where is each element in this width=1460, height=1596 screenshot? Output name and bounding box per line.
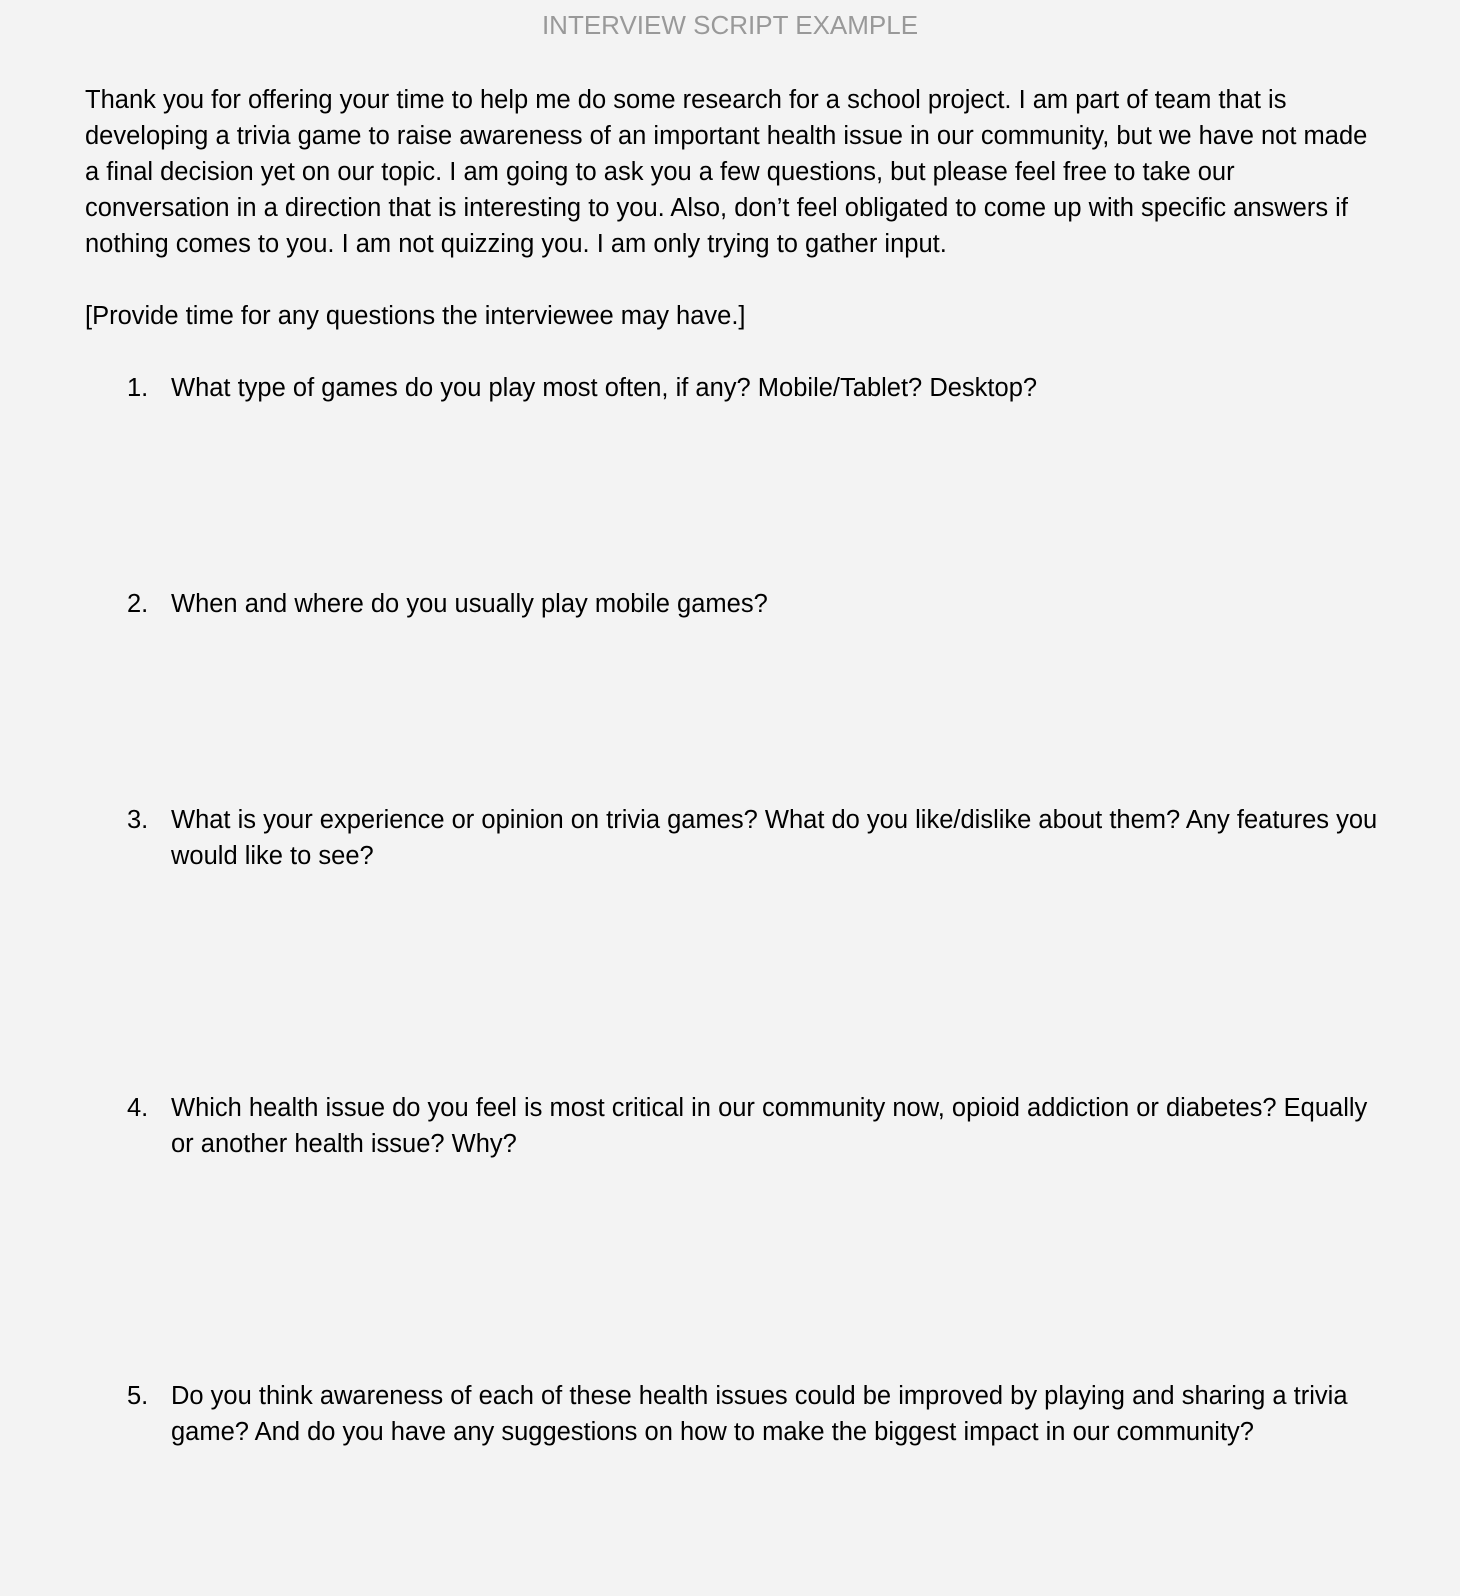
question-text: What type of games do you play most often, if any? Mobile/Tablet? Desktop? bbox=[171, 374, 1038, 402]
question-number: 3. bbox=[127, 806, 149, 834]
question-text: What is your experience or opinion on trivia games? What do you like/dislike about them? Any features you would like to see? bbox=[171, 806, 1378, 870]
question-number: 1. bbox=[127, 374, 149, 402]
question-number: 2. bbox=[127, 590, 149, 618]
question-text: Do you think awareness of each of these health issues could be improved by playing and sharing a trivia game? And do you have any suggestions on how to make the biggest impact in our community? bbox=[171, 1382, 1348, 1446]
intro-paragraph: Thank you for offering your time to help me do some research for a school project. I am part of team that is developing a trivia game to raise awareness of an important health issue in our community, but we have not made a final decision yet on our topic. I am going to ask you a few questions, but please feel free to take our conversation in a direction that is interesting to you. Also, don’t feel obligated to come up with specific answers if nothing comes to you. I am not quizzing you. I am only trying to gather input. bbox=[85, 86, 1368, 258]
question-number: 5. bbox=[127, 1382, 149, 1410]
question-text: Which health issue do you feel is most critical in our community now, opioid addiction or diabetes? Equally or another health issue? Why? bbox=[171, 1094, 1368, 1158]
document-title: INTERVIEW SCRIPT EXAMPLE bbox=[541, 10, 919, 40]
question-number: 4. bbox=[127, 1094, 149, 1122]
instruction-note: [Provide time for any questions the interviewee may have.] bbox=[85, 302, 746, 330]
question-text: When and where do you usually play mobile games? bbox=[171, 590, 768, 618]
